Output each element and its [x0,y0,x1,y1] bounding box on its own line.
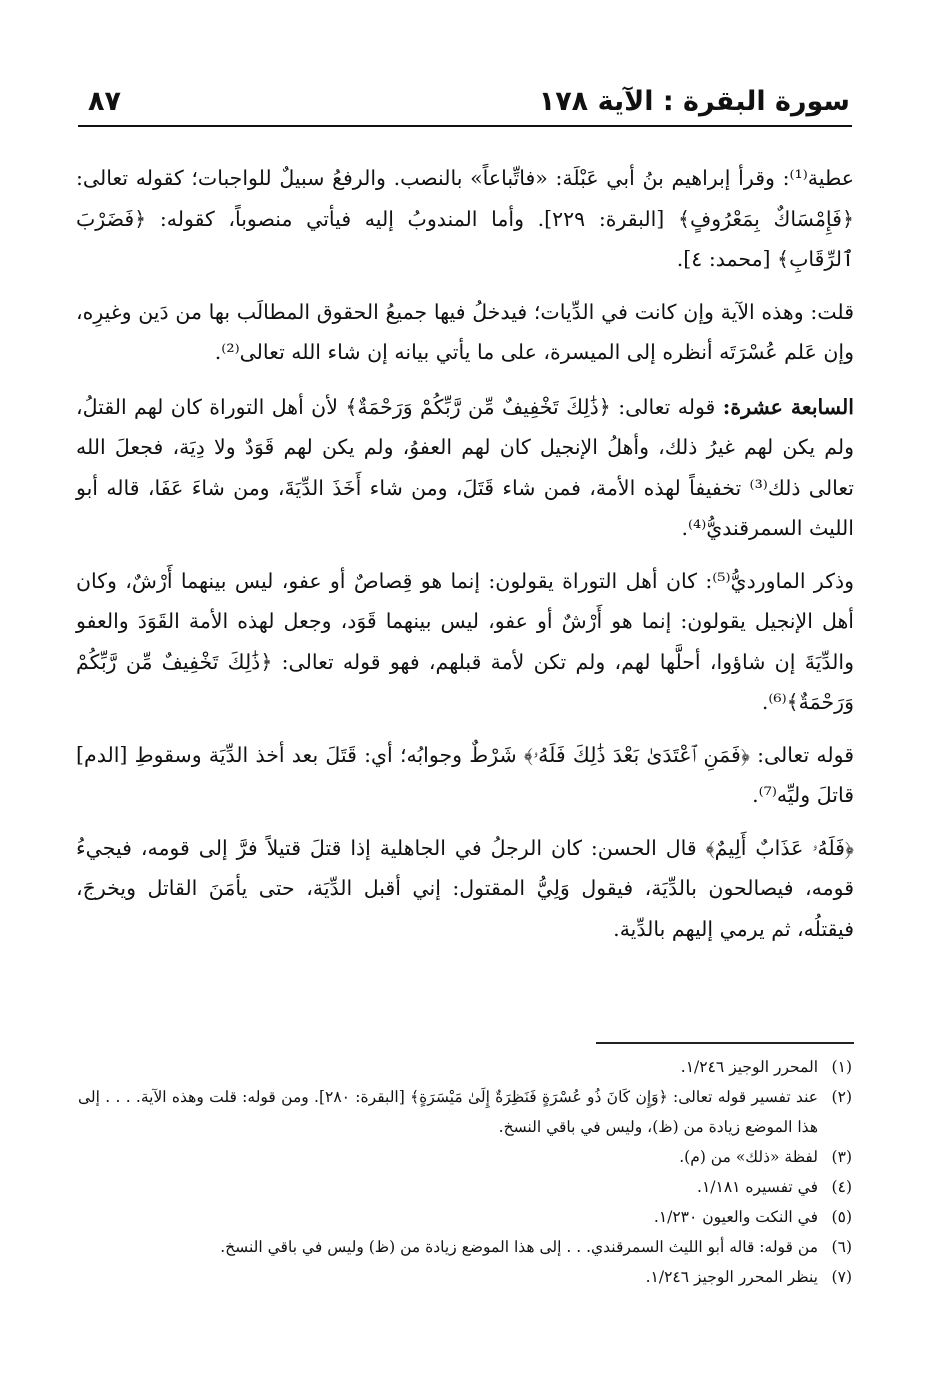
footnote-item [78,1232,852,1262]
footnote-number: (٢) [831,1088,852,1106]
header-divider [78,125,852,127]
paragraph [76,561,854,723]
main-text [76,158,854,961]
footnote-text: المحرر الوجيز ١/٢٤٦. [680,1058,818,1076]
paragraph [76,387,854,549]
paragraph-text: عطية⁽¹⁾: وقرأ إبراهيم بنُ أبي عَبْلَة: «فاتِّباعاً» بالنصب. والرفعُ سبيلٌ للواجبات؛ كقوله تعالى: ﴿فَإِمْسَاكٌ بِمَعْرُوفٍ﴾ [البقرة: ٢٢٩]. وأما المندوبُ إليه فيأتي منصوباً، كقوله: ﴿فَضَرْبَ ٱلرِّقَابِ﴾ [محمد: ٤]. [76,166,854,271]
footnote-text: لفظة «ذلك» من (م). [679,1148,818,1166]
footnote-item [78,1082,852,1142]
footnote-item [78,1142,852,1172]
page-number: ٨٧ [88,86,121,117]
footnote-item [78,1262,852,1292]
paragraph-text: وذكر الماورديُّ⁽⁵⁾: كان أهل التوراة يقولون: إنما هو قِصاصٌ أو عفو، ليس بينهما أَرْشٌ، وكان أهل الإنجيل يقولون: إنما هو أَرْشٌ أو عفو، ليس بينهما قَوَد، وجعل لهذه الأمة القَوَدَ والعفو والدِّيَةَ إن شاؤوا، أحلَّها لهم، ولم تكن لأمة قبلهم، فهو قوله تعالى: ﴿ذَٰلِكَ تَخْفِيفٌ مِّن رَّبِّكُمْ وَرَحْمَةٌ﴾⁽⁶⁾. [76,568,855,714]
footnote-item [78,1202,852,1232]
paragraph-text: قوله تعالى: ﴿فَمَنِ ٱعْتَدَىٰ بَعْدَ ذَٰلِكَ فَلَهُۥ﴾ شَرْطٌ وجوابُه؛ أي: قَتَلَ بعد أخذ الدِّيَة وسقوطِ [الدم] قاتلَ وليِّه⁽⁷⁾. [76,742,854,807]
page-header [78,82,850,122]
footnote-text: من قوله: قاله أبو الليث السمرقندي. . . إلى هذا الموضع زيادة من (ظ) وليس في باقي النسخ. [220,1238,818,1256]
footnote-number: (٧) [831,1268,852,1286]
paragraph [76,292,854,373]
footnote-text: عند تفسير قوله تعالى: ﴿وَإِن كَانَ ذُو عُسْرَةٍ فَنَظِرَةٌ إِلَىٰ مَيْسَرَةٍ﴾ [البقرة: ٢٨٠]. ومن قوله: قلت وهذه الآية. . . . إلى هذا الموضع زيادة من (ظ)، وليس في باقي النسخ. [78,1088,819,1136]
section-heading: السابعة عشرة: [722,394,854,419]
footnote-text: في تفسيره ١/١٨١. [697,1178,818,1196]
footnote-text: في النكت والعيون ١/٢٣٠. [653,1208,818,1226]
footnote-item [78,1172,852,1202]
running-title: سورة البقرة : الآية ١٧٨ [538,86,850,117]
paragraph-text: قوله تعالى: ﴿ذَٰلِكَ تَخْفِيفٌ مِّن رَّبِّكُمْ وَرَحْمَةٌ﴾ لأن أهل التوراة كان لهم القتلُ، ولم يكن لهم غيرُ ذلك، وأهلُ الإنجيل كان لهم العفوُ، ولم يكن لهم قَوَدٌ ولا دِيَة، فجعلَ الله تعالى ذلك⁽³⁾ تخفيفاً لهذه الأمة، فمن شاء قَتَلَ، ومن شاء أَخَذَ الدِّيَةَ، ومن شاءَ عَفَا، قاله أبو الليث السمرقنديُّ⁽⁴⁾. [76,394,854,540]
footnote-item [78,1052,852,1082]
footnote-number: (٣) [831,1148,852,1166]
footnote-number: (٦) [831,1238,852,1256]
footnotes [78,1052,852,1292]
footnote-number: (٤) [831,1178,852,1196]
paragraph [76,158,854,280]
paragraph [76,828,854,950]
footnote-text: ينظر المحرر الوجيز ١/٢٤٦. [645,1268,818,1286]
paragraph-text: ﴿فَلَهُۥ عَذَابٌ أَلِيمٌ﴾ قال الحسن: كان الرجلُ في الجاهلية إذا قتلَ قتيلاً فرَّ إلى قومه، فيجيءُ قومه، فيصالحون بالدِّيَة، فيقول وَلِيُّ المقتول: إني أقبل الدِّيَة، حتى يأمَنَ القاتل ويخرجَ، فيقتلُه، ثم يرمي إليهم بالدِّية. [76,835,854,941]
paragraph [76,735,854,816]
footnote-number: (٥) [831,1208,852,1226]
footnote-number: (١) [831,1058,852,1076]
paragraph-text: قلت: وهذه الآية وإن كانت في الدِّيات؛ فيدخلُ فيها جميعُ الحقوق المطالَب بها من دَين وغيرِه، وإن عَلم عُسْرَتَه أنظره إلى الميسرة، على ما يأتي بيانه إن شاء الله تعالى⁽²⁾. [76,299,854,364]
footnote-divider [596,1042,854,1044]
